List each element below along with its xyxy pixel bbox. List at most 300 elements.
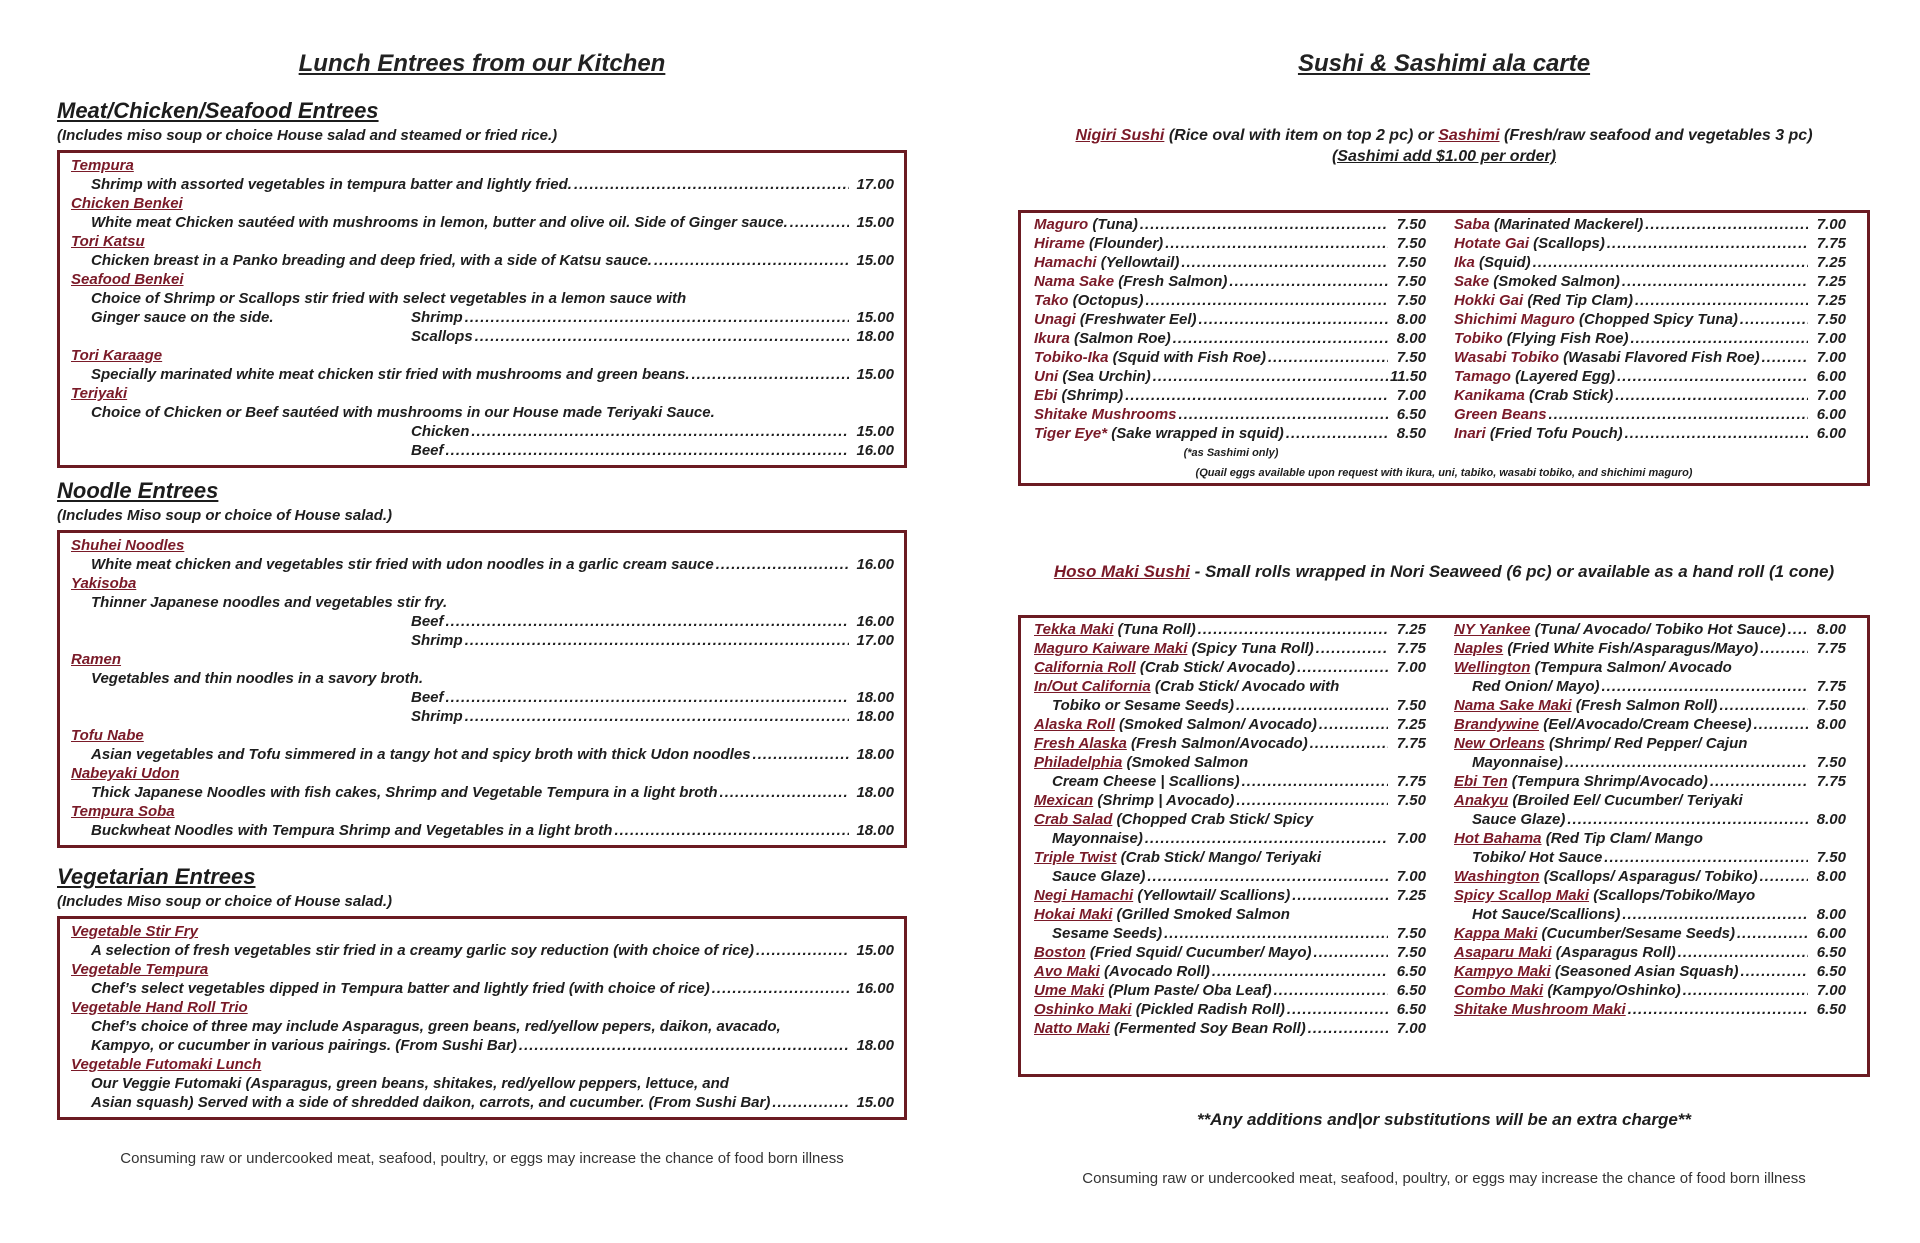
menu-line <box>1034 291 1426 310</box>
item-title: Tori Katsu <box>71 233 145 250</box>
menu-line <box>1034 329 1426 348</box>
menu-item-desc: (Chopped Spicy Tuna) <box>1574 311 1738 328</box>
menu-item-key: Triple Twist <box>1034 849 1117 866</box>
item-line <box>71 631 894 650</box>
menu-item-price: 7.00 <box>1396 1020 1426 1037</box>
menu-line <box>1454 943 1846 962</box>
sushi-title: Sushi & Sashimi ala carte <box>1297 50 1591 77</box>
menu-item-key: Wellington <box>1454 659 1531 676</box>
menu-item-key: Hamachi <box>1034 254 1097 271</box>
menu-line <box>1454 1000 1846 1019</box>
food-warning: Consuming raw or undercooked meat, seafood, poultry, or eggs may increase the chance of food born illness <box>120 1150 844 1167</box>
menu-item-price: 6.00 <box>1816 925 1846 942</box>
menu-item-price: 6.50 <box>1396 406 1426 423</box>
item-line <box>71 1036 894 1055</box>
menu-line <box>1454 829 1846 848</box>
menu-item-price: 7.50 <box>1396 216 1426 233</box>
item-line <box>71 251 894 270</box>
item-title: Vegetable Futomaki Lunch <box>71 1056 262 1073</box>
menu-item-key: Ikura <box>1034 330 1070 347</box>
menu-item-name <box>1472 810 1565 829</box>
item-price: 16.00 <box>856 613 894 630</box>
menu-item-name <box>1034 981 1272 1000</box>
item-line <box>71 308 894 327</box>
menu-item-key: Nama Sake Maki <box>1454 697 1572 714</box>
item-option: Scallops <box>411 328 473 345</box>
menu-item-price: 7.75 <box>1816 235 1846 252</box>
menu-item-desc: (Fried Squid/ Cucumber/ Mayo) <box>1085 944 1312 961</box>
menu-item-price: 7.00 <box>1816 330 1846 347</box>
menu-line <box>1454 310 1846 329</box>
lunch-title: Lunch Entrees from our Kitchen <box>298 50 666 77</box>
meat-menu-box <box>57 150 907 468</box>
menu-item-price: 6.00 <box>1816 368 1846 385</box>
item-price: 15.00 <box>856 1094 894 1111</box>
item-title: Vegetable Stir Fry <box>71 923 198 940</box>
menu-item-desc: (Red Tip Clam) <box>1523 292 1633 309</box>
menu-item-desc: Sauce Glaze) <box>1052 868 1146 885</box>
menu-item-key: Boston <box>1034 944 1086 961</box>
menu-item-desc: (Flounder) <box>1084 235 1164 252</box>
menu-item-name <box>1454 348 1760 367</box>
item-title: Ramen <box>71 651 122 668</box>
item-desc: Vegetables and thin noodles in a savory broth. <box>91 670 424 687</box>
menu-line <box>1034 867 1426 886</box>
menu-item-key: NY Yankee <box>1454 621 1531 638</box>
menu-item-name <box>1034 715 1317 734</box>
item-price: 18.00 <box>856 708 894 725</box>
menu-item-key: Unagi <box>1034 311 1076 328</box>
item-title: Chicken Benkei <box>71 195 183 212</box>
menu-item-price: 7.50 <box>1396 925 1426 942</box>
menu-item-price: 7.50 <box>1816 311 1846 328</box>
item-desc: Shrimp with assorted vegetables in tempura batter and lightly fried. <box>91 176 572 193</box>
menu-item-desc: (Scallops/Tobiko/Mayo <box>1589 887 1756 904</box>
menu-item-key: Alaska Roll <box>1034 716 1115 733</box>
nigiri-text: (Rice oval with item on top 2 pc) or <box>1164 127 1439 144</box>
item-desc: Chef’s choice of three may include Asparagus, green beans, red/yellow pepers, daikon, avacado, <box>91 1018 781 1035</box>
menu-item-name <box>1034 310 1197 329</box>
item-desc: Asian squash) Served with a side of shredded daikon, carrots, and cucumber. (From Sushi Bar) <box>91 1094 771 1111</box>
menu-item-name <box>1034 677 1339 696</box>
menu-item-key: Shichimi Maguro <box>1454 311 1575 328</box>
menu-line <box>1454 291 1846 310</box>
menu-item-name <box>1052 696 1234 715</box>
sashimi-text: (Fresh/raw seafood and vegetables 3 pc) <box>1499 127 1813 144</box>
item-option: Shrimp <box>411 309 463 326</box>
menu-line <box>1454 215 1846 234</box>
menu-item-price: 7.00 <box>1816 387 1846 404</box>
menu-item-name <box>1454 215 1643 234</box>
menu-item-key: Naples <box>1454 640 1504 657</box>
menu-line <box>1454 962 1846 981</box>
menu-line <box>1034 405 1426 424</box>
menu-item-key: Tiger Eye* <box>1034 425 1108 442</box>
item-price: 18.00 <box>856 328 894 345</box>
menu-item-key: Asaparu Maki <box>1454 944 1552 961</box>
menu-item-key: Tobiko-Ika <box>1034 349 1109 366</box>
menu-item-key: Wasabi Tobiko <box>1454 349 1560 366</box>
menu-item-price: 7.75 <box>1396 640 1426 657</box>
menu-line <box>1454 905 1846 924</box>
menu-item-key: Crab Salad <box>1034 811 1113 828</box>
menu-item-price: 6.50 <box>1396 982 1426 999</box>
menu-item-desc: Mayonnaise) <box>1472 754 1563 771</box>
menu-line <box>1034 658 1426 677</box>
menu-item-price: 7.50 <box>1396 254 1426 271</box>
menu-item-name <box>1454 234 1605 253</box>
menu-item-desc: (Chopped Crab Stick/ Spicy <box>1112 811 1314 828</box>
sashimi-only-note: (*as Sashimi only) <box>1183 447 1279 459</box>
item-price: 16.00 <box>856 980 894 997</box>
menu-item-name <box>1034 234 1163 253</box>
menu-item-desc: (Crab Stick) <box>1524 387 1614 404</box>
menu-item-price: 7.00 <box>1816 982 1846 999</box>
item-title: Vegetable Hand Roll Trio <box>71 999 248 1016</box>
menu-item-key: Sake <box>1454 273 1490 290</box>
menu-line <box>1454 639 1846 658</box>
item-desc: White meat chicken and vegetables stir fried with udon noodles in a garlic cream sauce <box>91 556 714 573</box>
menu-item-key: Saba <box>1454 216 1490 233</box>
menu-item-key: Kanikama <box>1454 387 1525 404</box>
menu-line <box>1034 696 1426 715</box>
menu-item-desc: (Marinated Mackerel) <box>1489 216 1644 233</box>
item-price: 18.00 <box>856 689 894 706</box>
menu-item-name <box>1454 658 1732 677</box>
item-price: 16.00 <box>856 442 894 459</box>
menu-item-key: Hokai Maki <box>1034 906 1113 923</box>
menu-item-name <box>1454 367 1615 386</box>
menu-item-name <box>1034 253 1179 272</box>
sushi-list-right <box>1454 215 1846 443</box>
menu-item-desc: (Tuna/ Avocado/ Tobiko Hot Sauce) <box>1530 621 1786 638</box>
item-desc: Thick Japanese Noodles with fish cakes, Shrimp and Vegetable Tempura in a light broth <box>91 784 718 801</box>
menu-line <box>1034 367 1426 386</box>
item-desc: Chicken breast in a Panko breading and deep fried, with a side of Katsu sauce. <box>91 252 652 269</box>
menu-item-name <box>1034 810 1313 829</box>
menu-item-name <box>1034 1000 1285 1019</box>
menu-item-desc: (Plum Paste/ Oba Leaf) <box>1104 982 1272 999</box>
menu-item-price: 8.00 <box>1816 621 1846 638</box>
menu-item-desc: (Crab Stick/ Avocado) <box>1135 659 1296 676</box>
menu-item-key: Tamago <box>1454 368 1511 385</box>
item-line <box>71 555 894 574</box>
item-title: Tempura <box>71 157 134 174</box>
menu-line <box>1034 215 1426 234</box>
item-line <box>71 612 894 631</box>
menu-item-key: California Roll <box>1034 659 1136 676</box>
item-line <box>71 688 894 707</box>
menu-item-name <box>1454 272 1620 291</box>
menu-item-price: 7.50 <box>1396 349 1426 366</box>
menu-item-desc: (Crab Stick/ Avocado with <box>1150 678 1340 695</box>
menu-item-name <box>1034 639 1314 658</box>
nigiri-header <box>1018 125 1870 167</box>
menu-item-key: Uni <box>1034 368 1059 385</box>
menu-item-price: 7.75 <box>1396 735 1426 752</box>
extra-charge-note: **Any additions and|or substitutions will be an extra charge** <box>1196 1110 1692 1129</box>
menu-item-name <box>1052 867 1145 886</box>
menu-item-name <box>1454 924 1735 943</box>
menu-item-key: Brandywine <box>1454 716 1540 733</box>
menu-item-name <box>1034 734 1308 753</box>
menu-item-price: 8.00 <box>1396 311 1426 328</box>
menu-item-desc: Mayonnaise) <box>1052 830 1143 847</box>
menu-line <box>1034 715 1426 734</box>
sushi-box <box>1018 210 1870 486</box>
menu-item-name <box>1454 405 1547 424</box>
menu-item-desc: (Smoked Salmon/ Avocado) <box>1114 716 1317 733</box>
menu-item-name <box>1454 253 1531 272</box>
menu-item-price: 7.00 <box>1816 349 1846 366</box>
menu-line <box>1454 981 1846 1000</box>
item-price: 15.00 <box>856 252 894 269</box>
menu-item-name <box>1472 905 1620 924</box>
menu-item-name <box>1454 886 1755 905</box>
menu-item-desc: (Sea Urchin) <box>1058 368 1151 385</box>
menu-item-desc: Hot Sauce/Scallions) <box>1472 906 1621 923</box>
menu-item-desc: Sauce Glaze) <box>1472 811 1566 828</box>
menu-item-price: 7.25 <box>1396 716 1426 733</box>
item-price: 15.00 <box>856 423 894 440</box>
menu-item-name <box>1454 829 1703 848</box>
menu-item-key: Philadelphia <box>1034 754 1123 771</box>
veg-section-title: Vegetarian Entrees <box>57 864 256 889</box>
menu-item-desc: (Squid with Fish Roe) <box>1108 349 1266 366</box>
menu-item-desc: (Salmon Roe) <box>1069 330 1171 347</box>
item-price: 15.00 <box>856 366 894 383</box>
item-desc: A selection of fresh vegetables stir fried in a creamy garlic soy reduction (with choice of rice) <box>91 942 754 959</box>
menu-item-desc: (Tuna) <box>1088 216 1138 233</box>
item-line <box>71 441 894 460</box>
item-price: 15.00 <box>856 214 894 231</box>
menu-item-price: 7.00 <box>1396 659 1426 676</box>
meat-section <box>57 98 907 468</box>
quail-note: (Quail eggs available upon request with ikura, uni, tabiko, wasabi tobiko, and shichimi maguro) <box>1195 467 1693 479</box>
menu-item-name <box>1454 772 1708 791</box>
menu-line <box>1454 272 1846 291</box>
menu-item-desc: (Shrimp | Avocado) <box>1093 792 1235 809</box>
menu-item-name <box>1454 310 1738 329</box>
item-option: Beef <box>411 613 444 630</box>
menu-item-desc: (Shrimp) <box>1057 387 1124 404</box>
menu-item-price: 7.00 <box>1396 830 1426 847</box>
menu-line <box>1454 696 1846 715</box>
item-line <box>71 327 894 346</box>
menu-item-name <box>1454 620 1786 639</box>
menu-item-key: Maguro <box>1034 216 1089 233</box>
menu-item-key: Shitake Mushrooms <box>1034 406 1177 423</box>
item-desc: Buckwheat Noodles with Tempura Shrimp and Vegetables in a light broth <box>91 822 613 839</box>
menu-item-name <box>1034 405 1177 424</box>
menu-item-key: Natto Maki <box>1034 1020 1110 1037</box>
menu-item-name <box>1034 753 1248 772</box>
menu-item-desc: (Fried Tofu Pouch) <box>1485 425 1623 442</box>
menu-item-name <box>1454 639 1758 658</box>
menu-item-key: Ebi <box>1034 387 1058 404</box>
menu-item-price: 7.75 <box>1816 678 1846 695</box>
item-title: Nabeyaki Udon <box>71 765 180 782</box>
menu-item-price: 7.50 <box>1816 697 1846 714</box>
item-title: Vegetable Tempura <box>71 961 209 978</box>
menu-item-desc: (Yellowtail/ Scallions) <box>1133 887 1291 904</box>
menu-line <box>1034 272 1426 291</box>
menu-item-name <box>1454 329 1628 348</box>
menu-item-desc: (Broiled Eel/ Cucumber/ Teriyaki <box>1508 792 1743 809</box>
menu-line <box>1454 715 1846 734</box>
menu-item-name <box>1454 715 1752 734</box>
menu-line <box>1454 772 1846 791</box>
menu-item-name <box>1034 848 1321 867</box>
menu-line <box>1454 886 1846 905</box>
menu-line <box>1034 620 1426 639</box>
menu-item-name <box>1034 620 1196 639</box>
menu-line <box>1034 253 1426 272</box>
item-line <box>71 422 894 441</box>
menu-item-desc: (Smoked Salmon) <box>1489 273 1620 290</box>
menu-line <box>1034 791 1426 810</box>
maki-list-right <box>1454 620 1846 1019</box>
noodle-section <box>57 478 907 848</box>
menu-item-name <box>1454 696 1717 715</box>
item-line <box>71 783 894 802</box>
menu-line <box>1034 234 1426 253</box>
item-line <box>71 365 894 384</box>
menu-item-desc: (Seasoned Asian Squash) <box>1550 963 1739 980</box>
menu-item-desc: Cream Cheese | Scallions) <box>1052 773 1240 790</box>
menu-line <box>1034 386 1426 405</box>
menu-item-price: 7.75 <box>1396 773 1426 790</box>
menu-item-key: Hotate Gai <box>1454 235 1530 252</box>
menu-line <box>1454 677 1846 696</box>
menu-item-name <box>1034 1019 1306 1038</box>
menu-line <box>1454 253 1846 272</box>
menu-item-desc: (Smoked Salmon <box>1122 754 1249 771</box>
menu-item-desc: (Tempura Salmon/ Avocado <box>1530 659 1732 676</box>
hoso-text: - Small rolls wrapped in Nori Seaweed (6 pc) or available as a hand roll (1 cone) <box>1189 562 1835 581</box>
menu-item-name <box>1472 753 1563 772</box>
menu-item-price: 7.00 <box>1396 387 1426 404</box>
item-price: 18.00 <box>856 746 894 763</box>
menu-item-name <box>1052 924 1162 943</box>
menu-item-key: Hot Bahama <box>1454 830 1542 847</box>
menu-item-name <box>1454 962 1739 981</box>
menu-item-name <box>1472 848 1602 867</box>
menu-item-key: Avo Maki <box>1034 963 1100 980</box>
menu-line <box>1454 386 1846 405</box>
menu-line <box>1454 753 1846 772</box>
menu-item-desc: (Avocado Roll) <box>1099 963 1210 980</box>
sushi-list-left <box>1034 215 1426 443</box>
menu-item-desc: (Fresh Salmon) <box>1114 273 1228 290</box>
menu-item-desc: Sesame Seeds) <box>1052 925 1163 942</box>
menu-item-name <box>1034 886 1290 905</box>
maki-box <box>1018 615 1870 1077</box>
menu-item-desc: (Spicy Tuna Roll) <box>1187 640 1314 657</box>
menu-line <box>1034 905 1426 924</box>
menu-line <box>1454 348 1846 367</box>
menu-item-price: 7.25 <box>1816 273 1846 290</box>
menu-item-key: Maguro Kaiware Maki <box>1034 640 1188 657</box>
menu-item-desc: (Flying Fish Roe) <box>1502 330 1629 347</box>
menu-item-desc: (Eel/Avocado/Cream Cheese) <box>1539 716 1752 733</box>
noodle-section-title: Noodle Entrees <box>57 478 219 503</box>
menu-item-desc: (Asparagus Roll) <box>1551 944 1676 961</box>
food-warning: Consuming raw or undercooked meat, seafood, poultry, or eggs may increase the chance of food born illness <box>1082 1170 1806 1187</box>
menu-line <box>1034 310 1426 329</box>
item-price: 15.00 <box>856 309 894 326</box>
item-line <box>71 941 894 960</box>
menu-item-price: 7.50 <box>1396 944 1426 961</box>
menu-item-name <box>1454 424 1623 443</box>
item-desc: Thinner Japanese noodles and vegetables stir fry. <box>91 594 448 611</box>
menu-item-key: Hirame <box>1034 235 1085 252</box>
menu-line <box>1034 734 1426 753</box>
menu-item-desc: (Sake wrapped in squid) <box>1107 425 1284 442</box>
hoso-header <box>1018 562 1870 582</box>
menu-item-key: In/Out California <box>1034 678 1151 695</box>
item-line <box>71 707 894 726</box>
item-desc: Ginger sauce on the side. <box>91 309 274 326</box>
item-title: Teriyaki <box>71 385 128 402</box>
menu-item-price: 6.50 <box>1816 944 1846 961</box>
item-desc: Kampyo, or cucumber in various pairings. (From Sushi Bar) <box>91 1037 517 1054</box>
menu-line <box>1034 772 1426 791</box>
noodle-section-note: (Includes Miso soup or choice of House salad.) <box>57 507 393 524</box>
item-title: Tempura Soba <box>71 803 175 820</box>
item-price: 18.00 <box>856 822 894 839</box>
menu-line <box>1454 810 1846 829</box>
menu-line <box>1454 620 1846 639</box>
menu-item-key: Ebi Ten <box>1454 773 1508 790</box>
sashimi-label: Sashimi <box>1438 127 1500 144</box>
noodle-menu-box <box>57 530 907 848</box>
menu-item-desc: (Grilled Smoked Salmon <box>1112 906 1290 923</box>
menu-line <box>1454 848 1846 867</box>
item-line <box>71 1093 894 1112</box>
menu-item-key: Fresh Alaska <box>1034 735 1127 752</box>
menu-item-price: 8.50 <box>1396 425 1426 442</box>
menu-line <box>1034 886 1426 905</box>
menu-item-name <box>1034 943 1312 962</box>
menu-item-price: 7.75 <box>1816 640 1846 657</box>
nigiri-label: Nigiri Sushi <box>1075 127 1165 144</box>
item-price: 17.00 <box>856 176 894 193</box>
menu-item-desc: (Octopus) <box>1068 292 1144 309</box>
item-price: 18.00 <box>856 1037 894 1054</box>
menu-item-desc: (Tuna Roll) <box>1113 621 1196 638</box>
item-price: 15.00 <box>856 942 894 959</box>
menu-item-key: Shitake Mushroom Maki <box>1454 1001 1626 1018</box>
maki-list-left <box>1034 620 1426 1038</box>
menu-item-key: Anakyu <box>1454 792 1509 809</box>
menu-item-desc: (Scallops/ Asparagus/ Tobiko) <box>1539 868 1758 885</box>
menu-item-price: 7.00 <box>1816 216 1846 233</box>
item-option: Beef <box>411 689 444 706</box>
menu-item-name <box>1034 272 1227 291</box>
item-line <box>71 821 894 840</box>
menu-item-price: 7.75 <box>1816 773 1846 790</box>
menu-item-price: 6.00 <box>1816 425 1846 442</box>
menu-item-key: Spicy Scallop Maki <box>1454 887 1590 904</box>
sashimi-add-note: (Sashimi add $1.00 per order) <box>1331 148 1557 165</box>
menu-item-key: Inari <box>1454 425 1486 442</box>
item-option: Shrimp <box>411 708 463 725</box>
menu-item-price: 8.00 <box>1816 906 1846 923</box>
veg-menu-box <box>57 916 907 1120</box>
menu-item-name <box>1034 348 1266 367</box>
menu-item-desc: (Fresh Salmon/Avocado) <box>1126 735 1308 752</box>
